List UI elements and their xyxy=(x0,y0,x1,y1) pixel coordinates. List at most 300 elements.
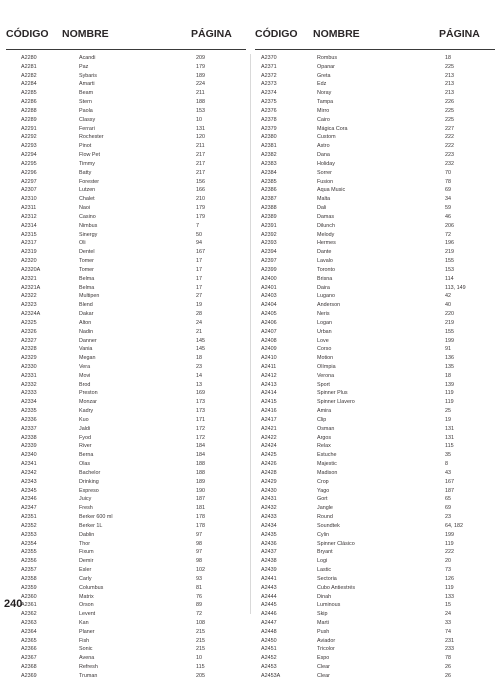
cell-page: 215 xyxy=(196,637,205,644)
cell-page: 173 xyxy=(196,399,205,406)
cell-name: Estuche xyxy=(317,452,337,459)
cell-name: Brisna xyxy=(317,275,333,282)
table-row xyxy=(250,213,502,222)
cell-code: A2412 xyxy=(261,372,277,379)
cell-name: Orson xyxy=(79,602,94,609)
table-row xyxy=(250,557,502,566)
cell-name: Pinot xyxy=(79,143,92,150)
table-row xyxy=(250,186,502,195)
cell-code: A2332 xyxy=(21,381,37,388)
cell-code: A2354 xyxy=(21,540,37,547)
cell-name: Aviador xyxy=(317,637,336,644)
cell-page: 26 xyxy=(445,672,451,679)
cell-page: 222 xyxy=(445,134,454,141)
cell-code: A2329 xyxy=(21,355,37,362)
cell-page: 10 xyxy=(196,116,202,123)
cell-page: 232 xyxy=(445,160,454,167)
cell-page: 78 xyxy=(445,178,451,185)
table-row xyxy=(0,204,250,213)
cell-code: A2373 xyxy=(261,81,277,88)
cell-page: 155 xyxy=(445,328,454,335)
cell-name: Soundtek xyxy=(317,522,340,529)
cell-name: Carly xyxy=(79,575,92,582)
cell-page: 34 xyxy=(445,196,451,203)
cell-code: A2392 xyxy=(261,231,277,238)
cell-code: A2333 xyxy=(21,390,37,397)
cell-page: 188 xyxy=(196,99,205,106)
cell-page: 27 xyxy=(196,293,202,300)
table-row xyxy=(0,487,250,496)
cell-page: 231 xyxy=(445,637,454,644)
table-row xyxy=(0,169,250,178)
cell-name: Naoi xyxy=(79,205,91,212)
cell-page: 15 xyxy=(445,602,451,609)
cell-page: 179 xyxy=(196,63,205,70)
cell-page: 119 xyxy=(445,390,454,397)
cell-name: Amira xyxy=(317,408,332,415)
cell-code: A2425 xyxy=(261,452,277,459)
cell-name: Juicy xyxy=(79,496,92,503)
cell-name: Amarti xyxy=(79,81,95,88)
table-row xyxy=(0,248,250,257)
cell-page: 225 xyxy=(445,107,454,114)
table-row xyxy=(250,460,502,469)
cell-name: Tomer xyxy=(79,266,94,273)
cell-code: A2360 xyxy=(21,593,37,600)
cell-code: A2357 xyxy=(21,567,37,574)
table-row xyxy=(0,434,250,443)
cell-name: Fusion xyxy=(317,178,334,185)
cell-page: 120 xyxy=(196,134,205,141)
cell-page: 69 xyxy=(445,505,451,512)
table-row xyxy=(250,204,502,213)
cell-page: 223 xyxy=(445,152,454,159)
cell-code: A2409 xyxy=(261,346,277,353)
table-row xyxy=(0,337,250,346)
cell-name: Gort xyxy=(317,496,328,503)
table-row xyxy=(250,540,502,549)
cell-name: Dablin xyxy=(79,531,95,538)
cell-page: 98 xyxy=(196,558,202,565)
cell-name: Paz xyxy=(79,63,89,70)
table-row xyxy=(250,345,502,354)
cell-name: Olas xyxy=(79,461,91,468)
cell-name: Espo xyxy=(317,655,330,662)
cell-code: A2322 xyxy=(21,293,37,300)
cell-code: A2437 xyxy=(261,549,277,556)
cell-code: A2446 xyxy=(261,611,277,618)
cell-page: 135 xyxy=(445,363,454,370)
cell-name: Dinah xyxy=(317,593,332,600)
cell-code: A2414 xyxy=(261,390,277,397)
header-rule-left xyxy=(6,49,246,50)
cell-name: Osman xyxy=(317,425,335,432)
cell-name: Marti xyxy=(317,620,329,626)
cell-code: A2438 xyxy=(261,558,277,565)
table-row xyxy=(0,451,250,460)
cell-name: Lugano xyxy=(317,293,335,300)
cell-page: 173 xyxy=(196,408,205,415)
table-row xyxy=(250,434,502,443)
cell-code: A2328 xyxy=(21,346,37,353)
cell-name: Madison xyxy=(317,469,338,476)
cell-name: Astro xyxy=(317,143,330,150)
cell-name: Greta xyxy=(317,72,331,79)
cell-code: A2384 xyxy=(261,169,277,176)
table-row xyxy=(250,548,502,557)
cell-page: 131 xyxy=(445,425,454,432)
cell-page: 94 xyxy=(196,240,202,247)
cell-page: 108 xyxy=(196,620,205,626)
cell-code: A2345 xyxy=(21,487,37,494)
cell-code: A2342 xyxy=(21,469,37,476)
cell-name: Dilunch xyxy=(317,222,335,229)
cell-page: 145 xyxy=(196,346,205,353)
cell-name: Tricolor xyxy=(317,646,335,653)
table-row xyxy=(250,151,502,160)
cell-name: Drinking xyxy=(79,478,99,485)
cell-page: 18 xyxy=(445,55,451,61)
table-row xyxy=(0,654,250,663)
table-row xyxy=(250,89,502,98)
cell-name: Logi xyxy=(317,558,328,565)
cell-code: A2368 xyxy=(21,664,37,671)
table-row xyxy=(250,257,502,266)
cell-page: 17 xyxy=(196,266,202,273)
cell-code: A2364 xyxy=(21,628,37,635)
cell-page: 181 xyxy=(196,505,205,512)
cell-code: A2331 xyxy=(21,372,37,379)
cell-page: 188 xyxy=(196,461,205,468)
table-row xyxy=(0,195,250,204)
table-row xyxy=(250,354,502,363)
cell-code: A2286 xyxy=(21,99,37,106)
cell-code: A2387 xyxy=(261,196,277,203)
cell-code: A2359 xyxy=(21,584,37,591)
cell-name: Columbus xyxy=(79,584,104,591)
cell-page: 184 xyxy=(196,443,205,450)
cell-page: 222 xyxy=(445,143,454,150)
cell-code: A2416 xyxy=(261,408,277,415)
table-row xyxy=(0,72,250,81)
cell-name: Nadin xyxy=(79,328,94,335)
table-row xyxy=(250,266,502,275)
table-row xyxy=(250,566,502,575)
cell-code: A2452 xyxy=(261,655,277,662)
cell-name: Demir xyxy=(79,558,94,565)
cell-code: A2378 xyxy=(261,116,277,123)
cell-page: 217 xyxy=(196,169,205,176)
cell-page: 64, 182 xyxy=(445,522,463,529)
cell-name: Truman xyxy=(79,672,98,679)
table-row xyxy=(250,310,502,319)
cell-name: Blend xyxy=(79,302,93,309)
cell-page: 13 xyxy=(196,381,202,388)
table-row xyxy=(0,231,250,240)
table-row xyxy=(250,142,502,151)
header-rule-right xyxy=(255,49,495,50)
cell-name: Kadry xyxy=(79,408,94,415)
table-row xyxy=(0,301,250,310)
table-row xyxy=(0,310,250,319)
cell-code: A2424 xyxy=(261,443,277,450)
cell-name: Fyod xyxy=(79,434,91,441)
cell-name: Expreso xyxy=(79,487,99,494)
table-row xyxy=(0,107,250,116)
cell-name: Logan xyxy=(317,319,332,326)
cell-page: 78 xyxy=(445,655,451,662)
cell-code: A2453A xyxy=(261,672,281,679)
cell-name: Daira xyxy=(317,284,330,291)
table-row xyxy=(250,504,502,513)
cell-page: 139 xyxy=(445,381,454,388)
table-row xyxy=(0,619,250,628)
table-row xyxy=(250,522,502,531)
cell-code: A2341 xyxy=(21,461,37,468)
cell-code: A2381 xyxy=(261,143,277,150)
cell-page: 119 xyxy=(445,399,454,406)
cell-name: Fresh xyxy=(79,505,93,512)
cell-name: Dentel xyxy=(79,249,95,256)
cell-code: A2397 xyxy=(261,258,277,265)
cell-code: A2443 xyxy=(261,584,277,591)
cell-code: A2411 xyxy=(261,363,277,370)
cell-page: 169 xyxy=(196,390,205,397)
cell-name: Dakar xyxy=(79,311,94,318)
cell-page: 210 xyxy=(196,196,205,203)
table-row xyxy=(250,133,502,142)
cell-page: 215 xyxy=(196,628,205,635)
cell-page: 70 xyxy=(445,169,451,176)
cell-page: 35 xyxy=(445,452,451,459)
cell-page: 20 xyxy=(445,558,451,565)
cell-code: A2422 xyxy=(261,434,277,441)
cell-code: A2293 xyxy=(21,143,37,150)
cell-code: A2382 xyxy=(261,152,277,159)
cell-page: 14 xyxy=(196,372,202,379)
table-row xyxy=(0,672,250,681)
cell-page: 69 xyxy=(445,187,451,194)
cell-name: Skip xyxy=(317,611,328,618)
cell-code: A2366 xyxy=(21,646,37,653)
cell-code: A2375 xyxy=(261,99,277,106)
cell-name: Push xyxy=(317,628,330,635)
cell-page: 42 xyxy=(445,293,451,300)
cell-code: A2319 xyxy=(21,249,37,256)
cell-name: Casino xyxy=(79,213,96,220)
cell-name: Verona xyxy=(317,372,335,379)
table-row xyxy=(0,513,250,522)
cell-name: Megan xyxy=(79,355,96,362)
cell-page: 119 xyxy=(445,540,454,547)
cell-name: Berker 600 ml xyxy=(79,514,113,521)
cell-code: A2383 xyxy=(261,160,277,167)
cell-code: A2428 xyxy=(261,469,277,476)
cell-page: 59 xyxy=(445,205,451,212)
cell-page: 215 xyxy=(196,646,205,653)
cell-page: 17 xyxy=(196,258,202,265)
cell-page: 18 xyxy=(196,355,202,362)
cell-name: Malta xyxy=(317,196,331,203)
cell-code: A2451 xyxy=(261,646,277,653)
table-row xyxy=(0,398,250,407)
cell-page: 24 xyxy=(445,611,451,618)
header-name-left: NOMBRE xyxy=(62,28,109,40)
cell-name: Relax xyxy=(317,443,331,450)
cell-page: 220 xyxy=(445,311,454,318)
cell-page: 225 xyxy=(445,116,454,123)
cell-code: A2291 xyxy=(21,125,37,132)
cell-name: Edz xyxy=(317,81,327,88)
cell-page: 18 xyxy=(445,372,451,379)
table-row xyxy=(250,248,502,257)
cell-code: A2358 xyxy=(21,575,37,582)
cell-code: A2441 xyxy=(261,575,277,582)
header-code-right: CÓDIGO xyxy=(255,28,298,40)
cell-page: 187 xyxy=(196,496,205,503)
cell-page: 217 xyxy=(196,160,205,167)
table-row xyxy=(250,637,502,646)
cell-code: A2320A xyxy=(21,266,41,273)
table-row xyxy=(250,619,502,628)
cell-name: Mágica Cora xyxy=(317,125,348,132)
cell-code: A2388 xyxy=(261,205,277,212)
cell-name: Stern xyxy=(79,99,92,106)
cell-name: Berna xyxy=(79,452,94,459)
table-row xyxy=(0,478,250,487)
cell-name: Urban xyxy=(317,328,332,335)
cell-name: Belma xyxy=(79,284,95,291)
cell-page: 196 xyxy=(445,240,454,247)
cell-page: 213 xyxy=(445,81,454,88)
cell-page: 46 xyxy=(445,213,451,220)
cell-name: Rochester xyxy=(79,134,104,141)
cell-page: 224 xyxy=(196,81,205,88)
table-row xyxy=(250,416,502,425)
cell-name: Matrix xyxy=(79,593,94,600)
cell-page: 226 xyxy=(445,99,454,106)
cell-code: A2317 xyxy=(21,240,37,247)
cell-page: 17 xyxy=(196,284,202,291)
cell-code: A2405 xyxy=(261,311,277,318)
cell-page: 179 xyxy=(196,213,205,220)
table-row xyxy=(250,301,502,310)
cell-code: A2284 xyxy=(21,81,37,88)
table-row xyxy=(250,195,502,204)
table-row xyxy=(250,628,502,637)
cell-code: A2343 xyxy=(21,478,37,485)
cell-code: A2314 xyxy=(21,222,37,229)
table-row xyxy=(250,363,502,372)
cell-name: Spinner Plus xyxy=(317,390,348,397)
table-row xyxy=(250,663,502,672)
cell-page: 213 xyxy=(445,90,454,97)
cell-name: Bachelor xyxy=(79,469,101,476)
table-row xyxy=(0,98,250,107)
table-row xyxy=(0,566,250,575)
cell-code: A2352 xyxy=(21,522,37,529)
cell-page: 23 xyxy=(445,514,451,521)
cell-page: 156 xyxy=(196,178,205,185)
cell-page: 145 xyxy=(196,337,205,344)
table-row xyxy=(0,345,250,354)
cell-name: Argos xyxy=(317,434,332,441)
cell-code: A2410 xyxy=(261,355,277,362)
cell-code: A2448 xyxy=(261,628,277,635)
cell-code: A2351 xyxy=(21,514,37,521)
cell-page: 153 xyxy=(196,107,205,114)
cell-code: A2363 xyxy=(21,620,37,626)
cell-code: A2391 xyxy=(261,222,277,229)
cell-name: Refresh xyxy=(79,664,98,671)
cell-name: Batty xyxy=(79,169,92,176)
cell-name: Sorrer xyxy=(317,169,332,176)
cell-name: Holiday xyxy=(317,160,335,167)
cell-name: Motion xyxy=(317,355,334,362)
table-row xyxy=(0,557,250,566)
table-row xyxy=(250,513,502,522)
cell-code: A2393 xyxy=(261,240,277,247)
right-table xyxy=(250,54,502,681)
table-row xyxy=(250,407,502,416)
table-row xyxy=(0,328,250,337)
cell-code: A2289 xyxy=(21,116,37,123)
table-row xyxy=(250,160,502,169)
cell-code: A2407 xyxy=(261,328,277,335)
cell-code: A2335 xyxy=(21,408,37,415)
cell-page: 222 xyxy=(445,549,454,556)
cell-name: Rombus xyxy=(317,55,338,61)
cell-page: 184 xyxy=(196,452,205,459)
cell-code: A2371 xyxy=(261,63,277,70)
table-row xyxy=(0,645,250,654)
cell-code: A2370 xyxy=(261,55,277,61)
cell-code: A2417 xyxy=(261,416,277,423)
table-row xyxy=(250,231,502,240)
cell-name: Vera xyxy=(79,363,91,370)
cell-name: Acandi xyxy=(79,55,96,61)
table-row xyxy=(0,319,250,328)
cell-code: A2323 xyxy=(21,302,37,309)
table-row xyxy=(250,169,502,178)
table-row xyxy=(250,487,502,496)
cell-page: 211 xyxy=(196,90,205,97)
cell-name: Melody xyxy=(317,231,335,238)
cell-name: Cubo Antiestrés xyxy=(317,584,356,591)
cell-page: 190 xyxy=(196,487,205,494)
table-row xyxy=(0,142,250,151)
cell-page: 126 xyxy=(445,575,454,582)
table-row xyxy=(250,63,502,72)
table-row xyxy=(250,72,502,81)
cell-code: A2408 xyxy=(261,337,277,344)
cell-code: A2296 xyxy=(21,169,37,176)
cell-name: Anderson xyxy=(317,302,341,309)
table-row xyxy=(250,337,502,346)
cell-name: Custom xyxy=(317,134,336,141)
cell-page: 76 xyxy=(196,593,202,600)
cell-name: Fixum xyxy=(79,549,94,556)
cell-page: 206 xyxy=(445,222,454,229)
cell-page: 115 xyxy=(445,443,454,450)
cell-code: A2376 xyxy=(261,107,277,114)
cell-page: 97 xyxy=(196,531,202,538)
table-row xyxy=(0,575,250,584)
cell-name: Monzar xyxy=(79,399,97,406)
table-row xyxy=(250,116,502,125)
table-row xyxy=(0,292,250,301)
table-row xyxy=(250,222,502,231)
